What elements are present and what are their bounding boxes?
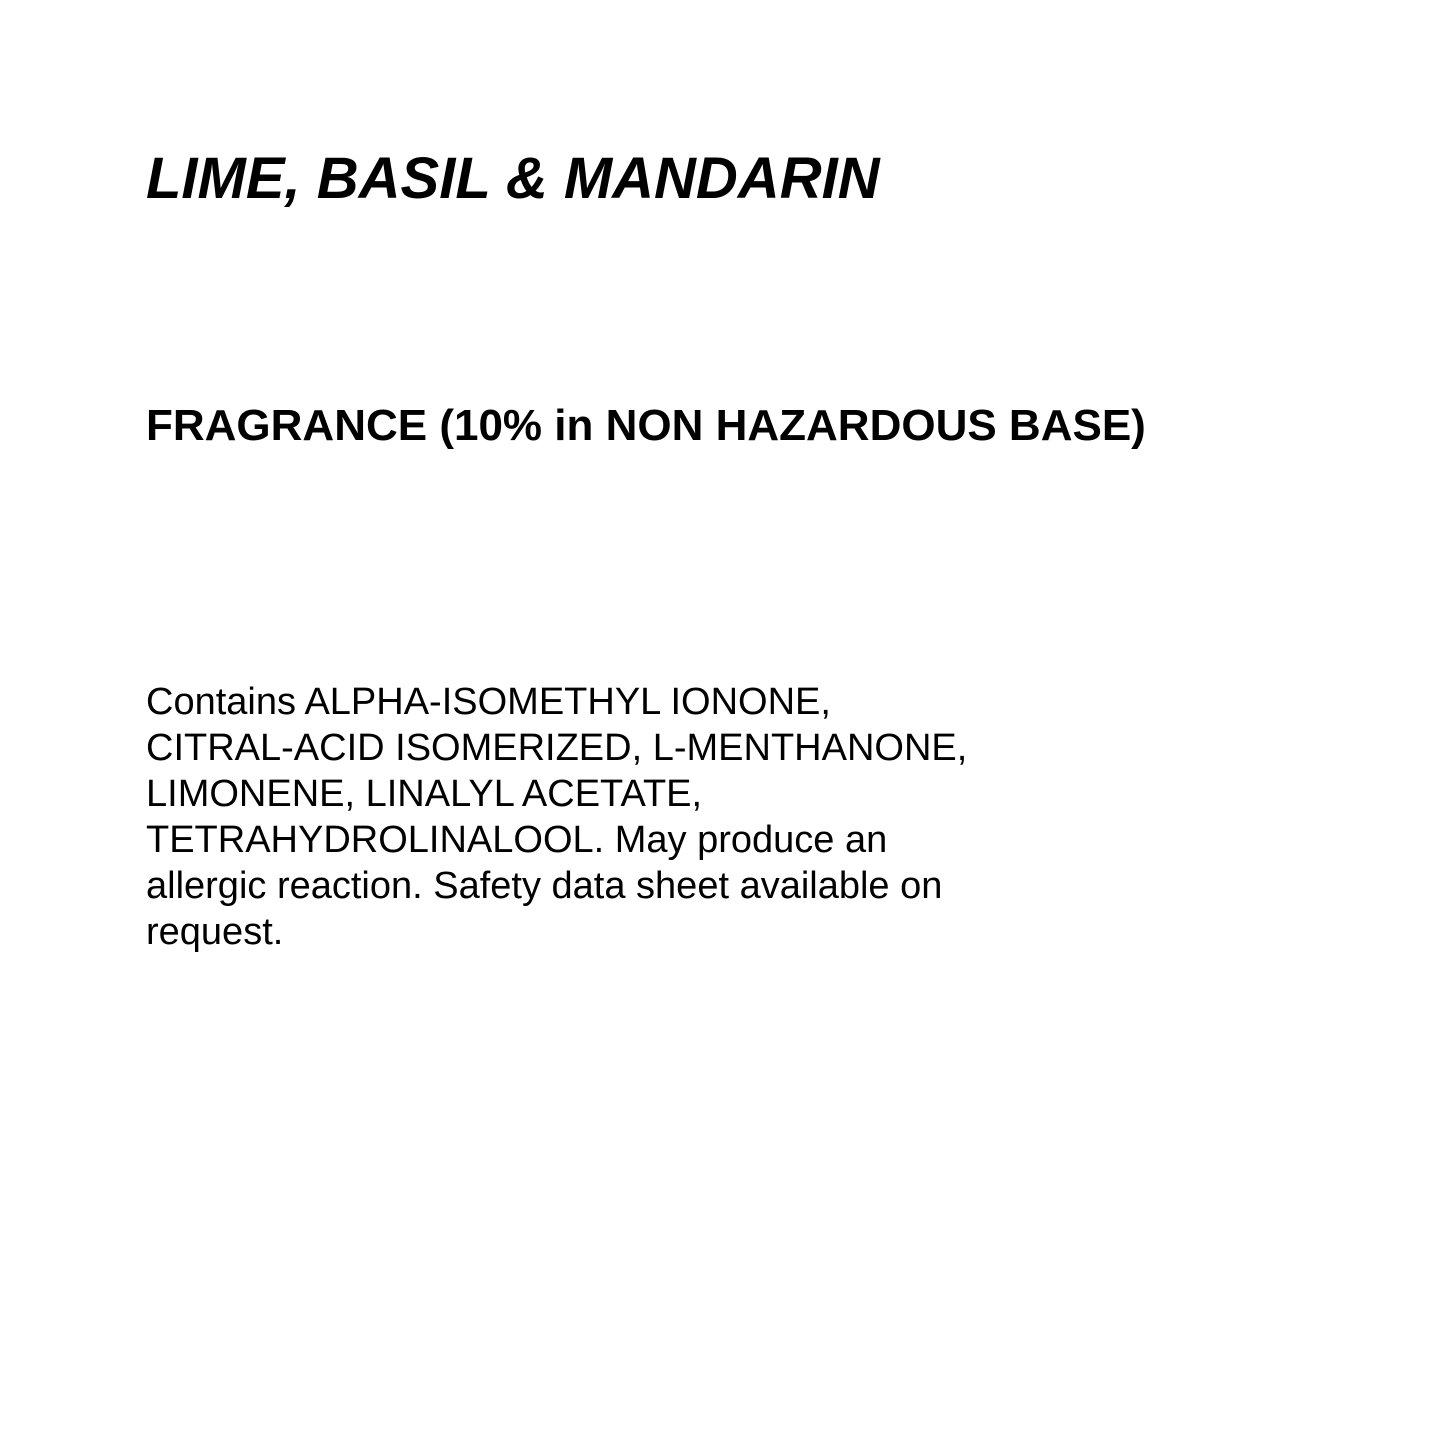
fragrance-statement: FRAGRANCE (10% in NON HAZARDOUS BASE) [146,401,1146,450]
warning-line: TETRAHYDROLINALOOL. May produce an [146,819,888,861]
warning-line: allergic reaction. Safety data sheet available on [146,865,943,907]
warning-line: Contains ALPHA-ISOMETHYL IONONE, [146,681,831,723]
warning-line: LIMONENE, LINALYL ACETATE, [146,773,703,815]
warning-line: CITRAL-ACID ISOMERIZED, L-MENTHANONE, [146,727,968,769]
warning-line: request. [146,911,284,953]
allergen-warning [146,679,967,955]
product-name-heading: LIME, BASIL & MANDARIN [146,146,880,211]
